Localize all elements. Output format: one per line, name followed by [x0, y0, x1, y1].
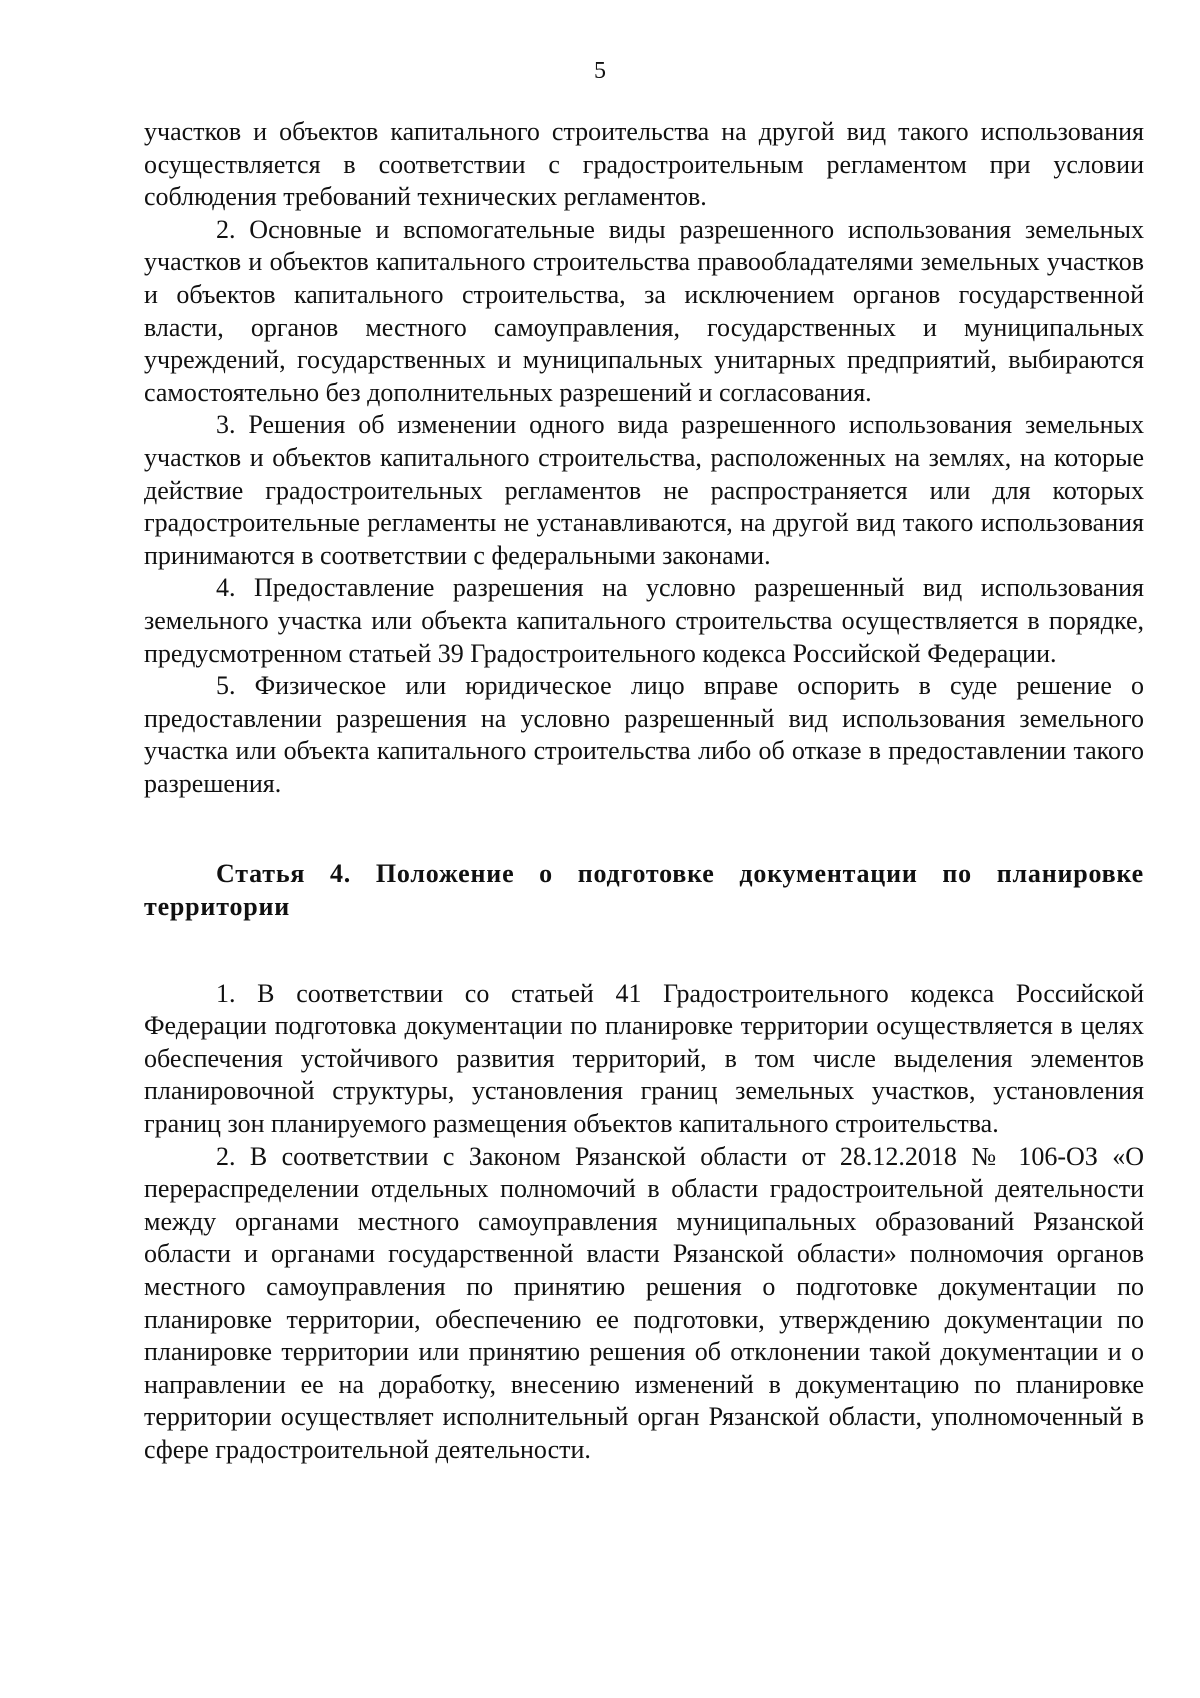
- paragraph-continuation: участков и объектов капитального строительства на другой вид такого использования осуществляется в соответствии с градостроительным регламентом при условии соблюдения требований технических регламентов.: [144, 117, 1144, 212]
- paragraph-item-4: 4. Предоставление разрешения на условно разрешенный вид использования земельного участка или объекта капитального строительства осуществляется в порядке, предусмотренном статьей 39 Градостроительного кодекса Российской Федерации.: [144, 573, 1144, 668]
- article-heading: Статья 4. Положение о подготовке документации по планировке территории: [144, 859, 1144, 922]
- paragraph-item-2: 2. Основные и вспомогательные виды разрешенного использования земельных участков и объектов капитального строительства правообладателями земельных участков и объектов капитального строительства, за исключением органов государственной власти, органов местного самоуправления, государственных и муниципальных учреждений, государственных и муниципальных унитарных предприятий, выбираются самостоятельно без дополнительных разрешений и согласования.: [144, 214, 1144, 407]
- paragraph-item-5: 5. Физическое или юридическое лицо вправе оспорить в суде решение о предоставлении разрешения на условно разрешенный вид использования земельного участка или объекта капитального строительства либо об отказе в предоставлении такого разрешения.: [144, 671, 1144, 798]
- document-body: [144, 116, 1144, 1467]
- page-number: 5: [594, 58, 606, 84]
- article-paragraph-2: 2. В соответствии с Законом Рязанской области от 28.12.2018 № 106-ОЗ «О перераспределении отдельных полномочий в области градостроительной деятельности между органами местного самоуправления муниципальных образований Рязанской области и органами государственной власти Рязанской области» полномочия органов местного самоуправления по принятию решения о подготовке документации по планировке территории, обеспечению ее подготовки, утверждению документации по планировке территории или принятию решения об отклонении такой документации и о направлении ее на доработку, внесению изменений в документацию по планировке территории осуществляет исполнительный орган Рязанской области, уполномоченный в сфере градостроительной деятельности.: [144, 1141, 1144, 1464]
- article-paragraph-1: 1. В соответствии со статьей 41 Градостроительного кодекса Российской Федерации подготовка документации по планировке территории осуществляется в целях обеспечения устойчивого развития территорий, в том числе выделения элементов планировочной структуры, установления границ земельных участков, установления границ зон планируемого размещения объектов капитального строительства.: [144, 978, 1144, 1139]
- paragraph-item-3: 3. Решения об изменении одного вида разрешенного использования земельных участков и объектов капитального строительства, расположенных на землях, на которые действие градостроительных регламентов не распространяется или для которых градостроительные регламенты не устанавливаются, на другой вид такого использования принимаются в соответствии с федеральными законами.: [144, 410, 1144, 570]
